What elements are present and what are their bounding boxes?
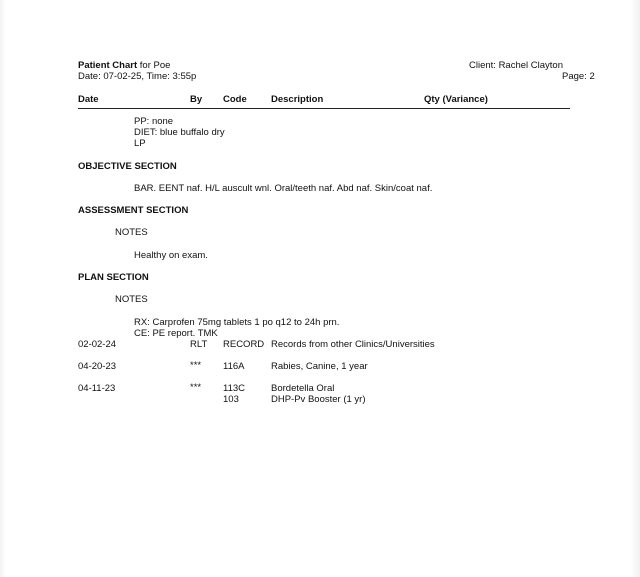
page-edge-right	[630, 0, 640, 577]
client-name: Client: Rachel Clayton	[469, 60, 563, 71]
plan-notes-label: NOTES	[115, 294, 148, 305]
assessment-notes-label: NOTES	[115, 227, 148, 238]
header-divider	[78, 108, 570, 109]
chart-label: Patient Chart	[78, 60, 138, 71]
subjective-line-diet: DIET: blue buffalo dry	[134, 127, 225, 138]
column-header-date: Date	[78, 94, 99, 105]
objective-section-title: OBJECTIVE SECTION	[78, 161, 177, 172]
assessment-section-title: ASSESSMENT SECTION	[78, 205, 189, 216]
record-description: Bordetella Oral	[271, 383, 335, 394]
page-number: Page: 2	[562, 71, 595, 82]
record-date: 02-02-24	[78, 339, 117, 350]
chart-date-time: Date: 07-02-25, Time: 3:55p	[78, 71, 197, 82]
page-edge-left	[0, 0, 6, 577]
record-code: 116A	[223, 361, 245, 372]
record-description: DHP-Pv Booster (1 yr)	[271, 394, 366, 405]
record-description: Records from other Clinics/Universities	[271, 339, 435, 350]
column-header-description: Description	[271, 94, 324, 105]
record-by: ***	[190, 360, 202, 371]
chart-title	[78, 60, 170, 71]
plan-ce-line: CE: PE report. TMK	[134, 328, 218, 339]
record-by: RLT	[190, 339, 208, 350]
chart-for-word: for	[139, 60, 151, 71]
subjective-line-lp: LP	[134, 138, 146, 149]
record-description: Rabies, Canine, 1 year	[271, 361, 368, 372]
record-by: ***	[190, 382, 202, 393]
plan-section-title: PLAN SECTION	[78, 272, 149, 283]
record-code: 113C	[223, 383, 246, 394]
record-date: 04-20-23	[78, 361, 117, 372]
plan-rx-line: RX: Carprofen 75mg tablets 1 po q12 to 24h prn.	[134, 317, 340, 328]
record-code: RECORD	[223, 339, 265, 350]
column-header-qty: Qty (Variance)	[424, 94, 488, 105]
record-code: 103	[223, 394, 239, 405]
subjective-line-pp: PP: none	[134, 116, 174, 127]
column-header-by: By	[190, 94, 203, 105]
column-header-code: Code	[223, 94, 247, 105]
patient-name: Poe	[153, 60, 171, 71]
objective-findings: BAR. EENT naf. H/L auscult wnl. Oral/teeth naf. Abd naf. Skin/coat naf.	[134, 183, 433, 194]
assessment-text: Healthy on exam.	[134, 250, 208, 261]
record-date: 04-11-23	[78, 383, 116, 394]
